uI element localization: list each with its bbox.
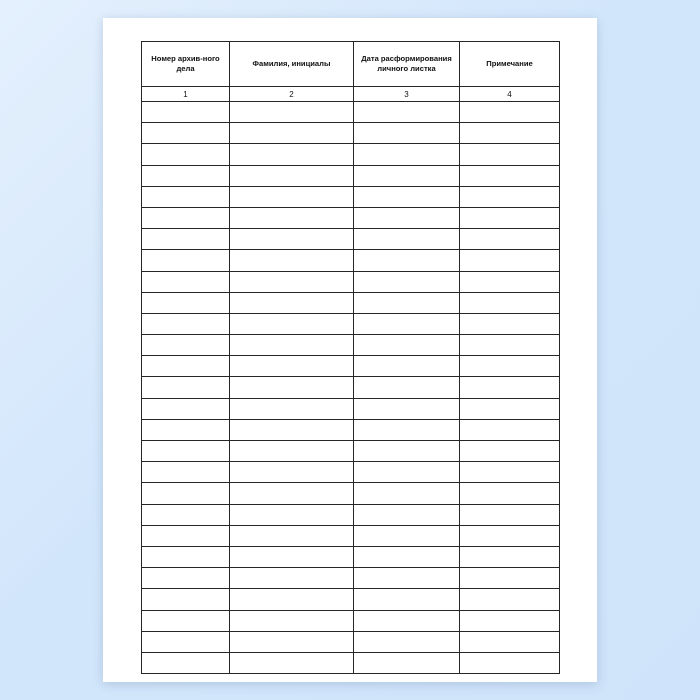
table-cell[interactable] [142, 144, 230, 165]
table-cell[interactable] [230, 229, 354, 250]
table-cell[interactable] [460, 462, 560, 483]
table-cell[interactable] [230, 102, 354, 123]
column-number-2: 2 [230, 87, 354, 102]
table-cell[interactable] [142, 398, 230, 419]
table-cell[interactable] [354, 419, 460, 440]
column-header-archive-number: Номер архив-ного дела [142, 42, 230, 87]
table-cell[interactable] [354, 546, 460, 567]
table-cell[interactable] [230, 398, 354, 419]
table-row [142, 165, 560, 186]
table-row [142, 207, 560, 228]
table-cell[interactable] [354, 652, 460, 673]
table-cell[interactable] [230, 123, 354, 144]
table-cell[interactable] [142, 483, 230, 504]
table-cell[interactable] [230, 144, 354, 165]
table-cell[interactable] [142, 271, 230, 292]
table-row [142, 398, 560, 419]
table-row [142, 419, 560, 440]
table-cell[interactable] [354, 292, 460, 313]
document-content [141, 41, 559, 661]
table-row [142, 377, 560, 398]
table-cell[interactable] [460, 144, 560, 165]
table-cell[interactable] [354, 144, 460, 165]
table-cell[interactable] [354, 631, 460, 652]
table-cell[interactable] [460, 313, 560, 334]
registry-table [141, 41, 560, 674]
column-header-disband-date: Дата расформирования личного листка [354, 42, 460, 87]
table-cell[interactable] [230, 483, 354, 504]
table-cell[interactable] [142, 165, 230, 186]
table-cell[interactable] [460, 271, 560, 292]
column-number-3: 3 [354, 87, 460, 102]
table-cell[interactable] [230, 441, 354, 462]
table-cell[interactable] [460, 441, 560, 462]
table-row [142, 335, 560, 356]
table-cell[interactable] [142, 292, 230, 313]
table-row [142, 589, 560, 610]
table-cell[interactable] [230, 419, 354, 440]
table-header-row [142, 42, 560, 87]
table-cell[interactable] [354, 356, 460, 377]
table-row [142, 462, 560, 483]
table-cell[interactable] [230, 568, 354, 589]
table-cell[interactable] [460, 525, 560, 546]
table-cell[interactable] [230, 610, 354, 631]
table-cell[interactable] [142, 229, 230, 250]
table-cell[interactable] [142, 313, 230, 334]
table-cell[interactable] [460, 398, 560, 419]
table-cell[interactable] [354, 377, 460, 398]
table-cell[interactable] [142, 525, 230, 546]
table-cell[interactable] [142, 250, 230, 271]
table-row [142, 271, 560, 292]
table-row [142, 250, 560, 271]
table-row [142, 441, 560, 462]
document-page [103, 18, 597, 682]
table-cell[interactable] [142, 610, 230, 631]
table-row [142, 610, 560, 631]
table-cell[interactable] [354, 504, 460, 525]
table-cell[interactable] [354, 610, 460, 631]
table-cell[interactable] [142, 186, 230, 207]
table-cell[interactable] [460, 631, 560, 652]
table-cell[interactable] [142, 504, 230, 525]
table-cell[interactable] [460, 377, 560, 398]
table-cell[interactable] [460, 123, 560, 144]
table-row [142, 292, 560, 313]
table-cell[interactable] [460, 102, 560, 123]
table-cell[interactable] [460, 652, 560, 673]
table-cell[interactable] [354, 229, 460, 250]
table-cell[interactable] [230, 207, 354, 228]
table-cell[interactable] [142, 123, 230, 144]
table-cell[interactable] [142, 335, 230, 356]
column-number-1: 1 [142, 87, 230, 102]
table-row [142, 229, 560, 250]
table-cell[interactable] [142, 589, 230, 610]
table-cell[interactable] [230, 525, 354, 546]
table-cell[interactable] [230, 462, 354, 483]
table-cell[interactable] [142, 652, 230, 673]
table-cell[interactable] [460, 356, 560, 377]
table-cell[interactable] [354, 207, 460, 228]
table-cell[interactable] [354, 123, 460, 144]
table-body [142, 102, 560, 674]
table-cell[interactable] [142, 419, 230, 440]
table-row [142, 102, 560, 123]
table-cell[interactable] [354, 462, 460, 483]
table-cell[interactable] [460, 419, 560, 440]
table-cell[interactable] [142, 546, 230, 567]
table-cell[interactable] [230, 504, 354, 525]
table-cell[interactable] [460, 165, 560, 186]
table-cell[interactable] [460, 568, 560, 589]
table-header [142, 42, 560, 102]
table-cell[interactable] [354, 271, 460, 292]
table-cell[interactable] [354, 250, 460, 271]
table-cell[interactable] [354, 568, 460, 589]
table-cell[interactable] [354, 441, 460, 462]
table-cell[interactable] [142, 102, 230, 123]
column-number-4: 4 [460, 87, 560, 102]
table-row [142, 568, 560, 589]
table-row [142, 652, 560, 673]
table-cell[interactable] [230, 631, 354, 652]
table-row [142, 483, 560, 504]
table-cell[interactable] [230, 250, 354, 271]
table-cell[interactable] [460, 483, 560, 504]
table-row [142, 504, 560, 525]
table-cell[interactable] [460, 546, 560, 567]
table-cell[interactable] [354, 589, 460, 610]
column-header-note: Примечание [460, 42, 560, 87]
table-cell[interactable] [142, 568, 230, 589]
table-cell[interactable] [460, 610, 560, 631]
table-row [142, 123, 560, 144]
table-cell[interactable] [230, 589, 354, 610]
table-cell[interactable] [460, 250, 560, 271]
table-row [142, 525, 560, 546]
table-cell[interactable] [460, 186, 560, 207]
column-header-surname-initials: Фамилия, инициалы [230, 42, 354, 87]
table-row [142, 186, 560, 207]
table-cell[interactable] [460, 229, 560, 250]
table-cell[interactable] [142, 631, 230, 652]
table-cell[interactable] [354, 165, 460, 186]
table-cell[interactable] [142, 356, 230, 377]
table-cell[interactable] [460, 589, 560, 610]
table-cell[interactable] [460, 504, 560, 525]
table-row [142, 546, 560, 567]
table-cell[interactable] [460, 335, 560, 356]
table-row [142, 313, 560, 334]
table-cell[interactable] [460, 292, 560, 313]
table-cell[interactable] [354, 483, 460, 504]
table-cell[interactable] [230, 186, 354, 207]
table-cell[interactable] [230, 546, 354, 567]
table-cell[interactable] [230, 271, 354, 292]
table-row [142, 144, 560, 165]
table-cell[interactable] [230, 165, 354, 186]
table-cell[interactable] [142, 207, 230, 228]
table-cell[interactable] [460, 207, 560, 228]
table-cell[interactable] [354, 525, 460, 546]
table-cell[interactable] [230, 356, 354, 377]
table-cell[interactable] [354, 398, 460, 419]
table-cell[interactable] [354, 335, 460, 356]
table-cell[interactable] [230, 335, 354, 356]
table-cell[interactable] [230, 652, 354, 673]
table-cell[interactable] [142, 441, 230, 462]
table-cell[interactable] [142, 462, 230, 483]
table-row [142, 631, 560, 652]
table-cell[interactable] [354, 102, 460, 123]
table-cell[interactable] [142, 377, 230, 398]
table-cell[interactable] [230, 313, 354, 334]
table-column-number-row [142, 87, 560, 102]
table-cell[interactable] [354, 186, 460, 207]
table-cell[interactable] [230, 292, 354, 313]
table-cell[interactable] [230, 377, 354, 398]
table-cell[interactable] [354, 313, 460, 334]
table-row [142, 356, 560, 377]
